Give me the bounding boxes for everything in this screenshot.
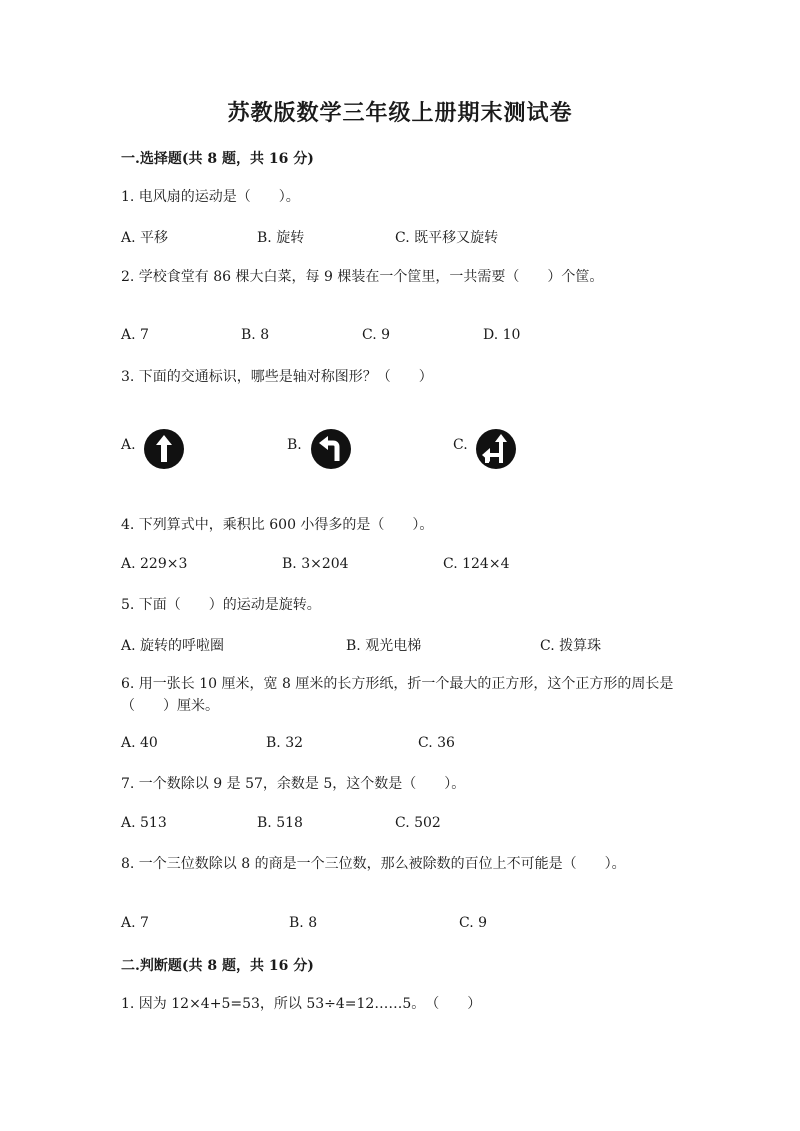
- straight-arrow-sign-icon: [143, 428, 185, 470]
- question-6: 6. 用一张长 10 厘米，宽 8 厘米的长方形纸，折一个最大的正方形，这个正方形的周长是（ ）厘米。: [121, 676, 674, 714]
- q2-option-c: C. 9: [362, 327, 391, 343]
- q4-option-b: B. 3×204: [282, 556, 349, 572]
- q2-option-a: A. 7: [121, 327, 149, 343]
- page-title: 苏教版数学三年级上册期末测试卷: [227, 100, 573, 126]
- q8-option-b: B. 8: [289, 915, 318, 931]
- q8-option-c: C. 9: [459, 915, 488, 931]
- q1-option-b: B. 旋转: [257, 230, 305, 246]
- q1-option-a: A. 平移: [121, 230, 169, 246]
- q2-option-b: B. 8: [241, 327, 270, 343]
- straight-or-left-arrow-sign-icon: [475, 428, 517, 470]
- q4-option-c: C. 124×4: [443, 556, 510, 572]
- q6-option-a: A. 40: [121, 735, 158, 751]
- q1-option-c: C. 既平移又旋转: [395, 230, 499, 246]
- q2-option-d: D. 10: [483, 327, 521, 343]
- q7-option-c: C. 502: [395, 815, 441, 831]
- q7-option-a: A. 513: [121, 815, 167, 831]
- section-heading-judge: 二.判断题(共 8 题，共 16 分): [121, 958, 314, 974]
- q3-option-a: A.: [121, 437, 136, 453]
- judge-question-1: 1. 因为 12×4+5=53，所以 53÷4=12……5。 （ ）: [121, 996, 482, 1012]
- question-3: 3. 下面的交通标识，哪些是轴对称图形？（ ）: [121, 369, 433, 385]
- question-5: 5. 下面（ ）的运动是旋转。: [121, 597, 321, 613]
- q6-option-b: B. 32: [266, 735, 304, 751]
- q8-option-a: A. 7: [121, 915, 149, 931]
- q5-option-c: C. 拨算珠: [540, 638, 602, 654]
- q4-option-a: A. 229×3: [121, 556, 188, 572]
- question-7: 7. 一个数除以 9 是 57，余数是 5，这个数是（ ）。: [121, 776, 466, 792]
- left-turn-arrow-sign-icon: [310, 428, 352, 470]
- section-heading-choice: 一.选择题(共 8 题，共 16 分): [121, 151, 314, 167]
- question-4: 4. 下列算式中，乘积比 600 小得多的是（ ）。: [121, 517, 434, 533]
- question-1: 1. 电风扇的运动是（ ）。: [121, 189, 300, 205]
- q5-option-a: A. 旋转的呼啦圈: [121, 638, 225, 654]
- question-2: 2. 学校食堂有 86 棵大白菜，每 9 棵装在一个筐里，一共需要（ ）个筐。: [121, 269, 604, 285]
- q3-option-c: C.: [453, 437, 468, 453]
- q6-option-c: C. 36: [418, 735, 455, 751]
- q3-option-b: B.: [287, 437, 302, 453]
- question-8: 8. 一个三位数除以 8 的商是一个三位数，那么被除数的百位上不可能是（ ）。: [121, 856, 626, 872]
- q5-option-b: B. 观光电梯: [346, 638, 422, 654]
- q7-option-b: B. 518: [257, 815, 303, 831]
